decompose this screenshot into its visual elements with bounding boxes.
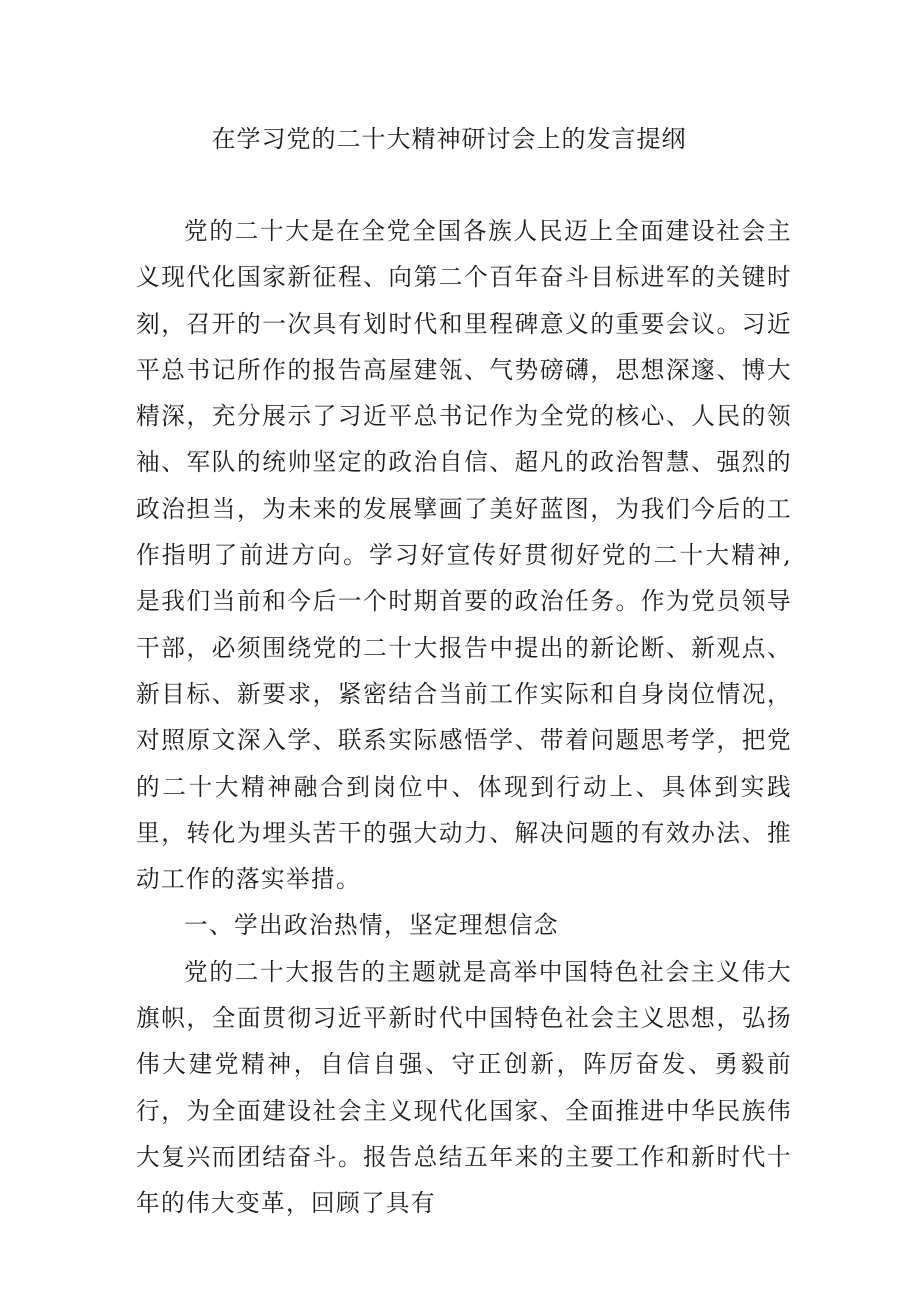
intro-paragraph: 党的二十大是在全党全国各族人民迈上全面建设社会主义现代化国家新征程、向第二个百年奋斗目标进军的关键时刻，召开的一次具有划时代和里程碑意义的重要会议。习近平总书记所作的报告高屋建瓴、气势磅礴，思想深邃、博大精深，充分展示了习近平总书记作为全党的核心、人民的领袖、军队的统帅坚定的政治自信、超凡的政治智慧、强烈的政治担当，为未来的发展擘画了美好蓝图，为我们今后的工作指明了前进方向。学习好宣传好贯彻好党的二十大精神,是我们当前和今后一个时期首要的政治任务。作为党员领导干部，必须围绕党的二十大报告中提出的新论断、新观点、新目标、新要求，紧密结合当前工作实际和自身岗位情况，对照原文深入学、联系实际感悟学、带着问题思考学，把党的二十大精神融合到岗位中、体现到行动上、具体到实践里，转化为埋头苦干的强大动力、解决问题的有效办法、推动工作的落实举措。 <box>136 217 792 894</box>
document-body <box>136 208 792 1227</box>
section-heading: 一、学出政治热情，坚定理想信念 <box>184 911 559 940</box>
section-paragraph: 党的二十大报告的主题就是高举中国特色社会主义伟大旗帜，全面贯彻习近平新时代中国特色社会主义思想，弘扬伟大建党精神，自信自强、守正创新，阵厉奋发、勇毅前行，为全面建设社会主义现代化国家、全面推进中华民族伟大复兴而团结奋斗。报告总结五年来的主要工作和新时代十年的伟大变革，回顾了具有 <box>136 957 792 1218</box>
document-title: 在学习党的二十大精神研讨会上的发言提纲 <box>211 125 687 153</box>
